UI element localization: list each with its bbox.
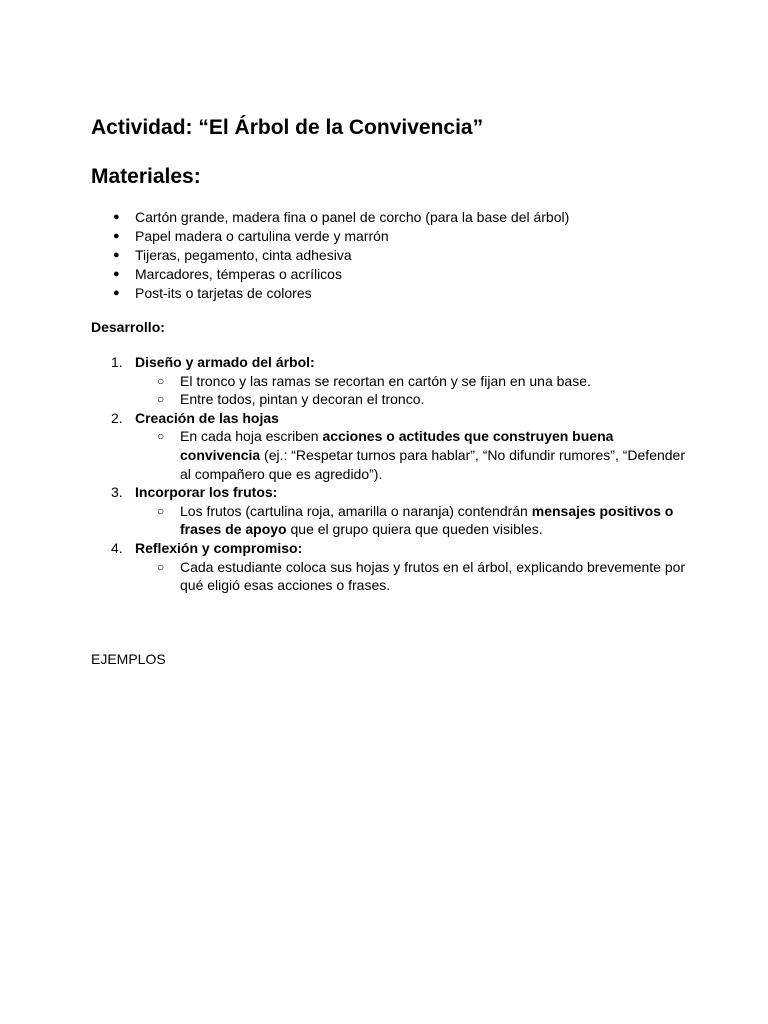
step-title: Diseño y armado del árbol: (135, 354, 315, 370)
bullet-icon: ● (113, 287, 120, 299)
sub-item (135, 427, 691, 483)
bullet-icon: ● (113, 249, 120, 261)
step-item (91, 483, 691, 539)
examples-label: EJEMPLOS (91, 651, 166, 667)
list-item (91, 246, 691, 265)
materials-heading: Materiales: (91, 165, 201, 188)
step-item (91, 539, 691, 595)
sub-item-emphasis: mensajes positivos o frases de apoyo (180, 502, 674, 538)
material-text: Papel madera o cartulina verde y marrón (135, 228, 389, 244)
step-item (91, 409, 691, 483)
sub-item (135, 502, 691, 539)
sub-item-text: que el grupo quiera que queden visibles. (286, 521, 543, 538)
step-title: Reflexión y compromiso: (135, 539, 303, 556)
sub-item-text: Entre todos, pintan y decoran el tronco. (180, 391, 425, 408)
list-item (91, 227, 691, 246)
sub-list (135, 558, 691, 595)
sub-item-text: Los frutos (cartulina roja, amarilla o naranja) contendrán (180, 502, 532, 519)
material-text: Marcadores, témperas o acrílicos (135, 266, 342, 282)
sub-item (135, 390, 691, 409)
bullet-icon: ● (113, 268, 120, 280)
circle-bullet-icon: ○ (157, 429, 165, 444)
material-text: Cartón grande, madera fina o panel de corcho (para la base del árbol) (135, 209, 570, 225)
development-heading: Desarrollo: (91, 319, 165, 335)
step-title: Incorporar los frutos: (135, 484, 278, 501)
sub-list (135, 427, 691, 483)
sub-item-text: Cada estudiante coloca sus hojas y frutos en el árbol, explicando brevemente por qué eligió esas acciones o frases. (180, 558, 686, 594)
sub-item-text: (ej.: “Respetar turnos para hablar”, “No difundir rumores”, “Defender al compañero que es agredido”). (180, 446, 685, 482)
document-title: Actividad: “El Árbol de la Convivencia” (91, 116, 484, 139)
step-number: 3. (111, 484, 123, 501)
sub-item (135, 558, 691, 595)
list-item (91, 284, 691, 303)
sub-item-text: En cada hoja escriben (180, 428, 323, 445)
step-title: Creación de las hojas (135, 409, 279, 426)
list-item (91, 208, 691, 227)
circle-bullet-icon: ○ (157, 392, 165, 407)
sub-list (135, 502, 691, 539)
sub-item (135, 372, 691, 391)
step-item (91, 353, 691, 409)
materials-list (91, 208, 691, 303)
steps-list (91, 353, 691, 595)
sub-item-emphasis: acciones o actitudes que construyen buena convivencia (180, 428, 614, 463)
circle-bullet-icon: ○ (157, 503, 165, 518)
step-number: 4. (111, 539, 123, 556)
sub-list (135, 372, 691, 409)
circle-bullet-icon: ○ (157, 559, 165, 574)
document-content (91, 112, 691, 595)
step-number: 2. (111, 409, 123, 426)
list-item (91, 265, 691, 284)
sub-item-text: El tronco y las ramas se recortan en cartón y se fijan en una base. (180, 372, 591, 389)
step-number: 1. (111, 354, 123, 370)
circle-bullet-icon: ○ (157, 373, 165, 388)
bullet-icon: ● (113, 230, 120, 242)
bullet-icon: ● (113, 211, 120, 223)
material-text: Tijeras, pegamento, cinta adhesiva (135, 247, 352, 263)
material-text: Post-its o tarjetas de colores (135, 285, 312, 301)
